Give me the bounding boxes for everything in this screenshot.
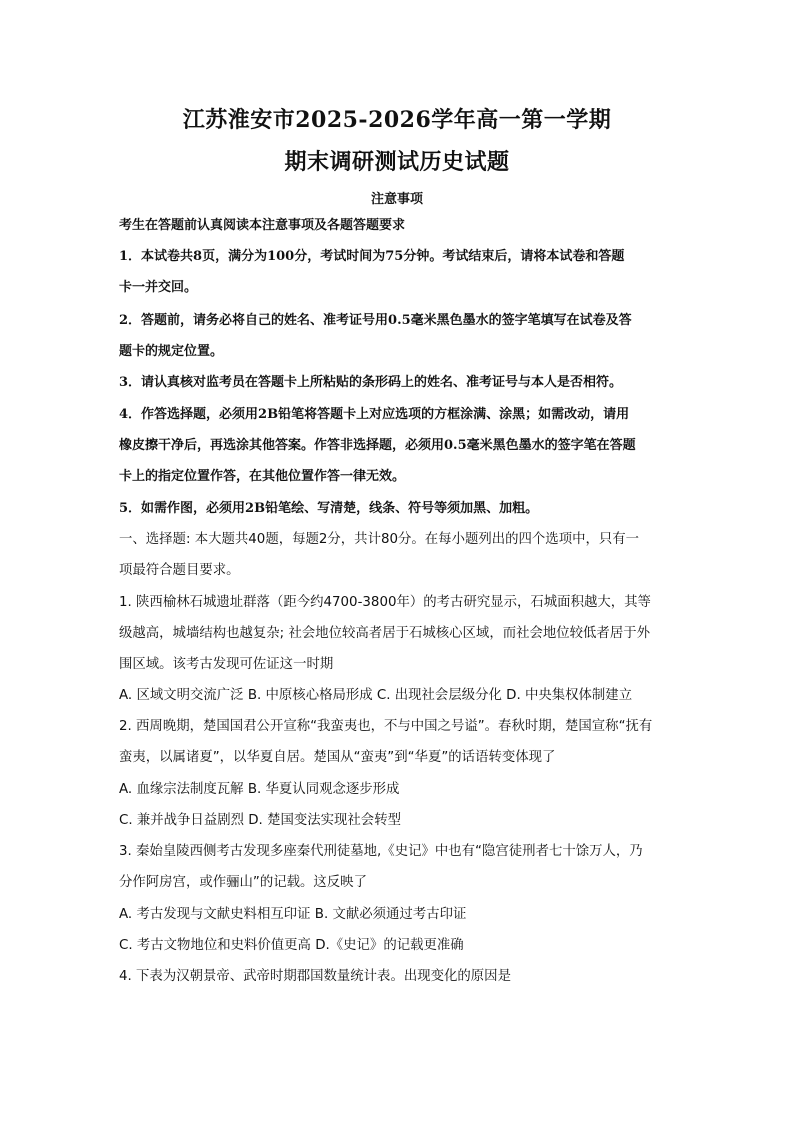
instruction-2-line2: 题卡的规定位置。 [119, 344, 224, 359]
q2-options-ab: A. 血缘宗法制度瓦解 B. 华夏认同观念逐步形成 [119, 782, 400, 797]
notice-heading: 注意事项 [370, 192, 423, 207]
instruction-1-line2: 卡一并交回。 [119, 280, 198, 295]
instructions-intro: 考生在答题前认真阅读本注意事项及各题答题要求 [119, 218, 406, 233]
q2-line1: 2. 西周晚期，楚国国君公开宣称“我蛮夷也，不与中国之号谥”。春秋时期，楚国宣称“抚有 [119, 719, 653, 734]
q4-line1: 4. 下表为汉朝景帝、武帝时期郡国数量统计表。出现变化的原因是 [119, 969, 511, 984]
q3-options-ab: A. 考古发现与文献史料相互印证 B. 文献必须通过考古印证 [119, 907, 467, 922]
instruction-1-line1: 1．本试卷共8页，满分为100分，考试时间为75分钟。考试结束后，请将本试卷和答题 [119, 249, 625, 264]
section1-line2: 项最符合题目要求。 [119, 563, 240, 578]
q1-line2: 级越高，城墙结构也越复杂; 社会地位较高者居于石城核心区域，而社会地位较低者居于外 [119, 626, 650, 641]
q1-line3: 围区域。该考古发现可佐证这一时期 [119, 657, 334, 672]
instruction-4-line1: 4．作答选择题，必须用2B铅笔将答题卡上对应选项的方框涂满、涂黑；如需改动，请用 [119, 407, 630, 422]
q1-options: A. 区域文明交流广泛 B. 中原核心格局形成 C. 出现社会层级分化 D. 中央集权体制建立 [119, 688, 633, 703]
instruction-2-line1: 2．答题前，请务必将自己的姓名、准考证号用0.5毫米黑色墨水的签字笔填写在试卷及答 [119, 313, 632, 328]
q2-line2: 蛮夷，以属诸夏”，以华夏自居。楚国从“蛮夷”到“华夏”的话语转变体现了 [119, 750, 556, 765]
section1-line1: 一、选择题: 本大题共40题，每题2分，共计80分。在每小题列出的四个选项中，只有一 [119, 532, 640, 547]
instruction-3: 3．请认真核对监考员在答题卡上所粘贴的条形码上的姓名、准考证号与本人是否相符。 [119, 375, 623, 390]
instruction-4-line3: 卡上的指定位置作答，在其他位置作答一律无效。 [119, 469, 406, 484]
exam-subtitle: 期末调研测试历史试题 [284, 149, 510, 175]
instruction-4-line2: 橡皮擦干净后，再选涂其他答案。作答非选择题，必须用0.5毫米黑色墨水的签字笔在答题 [119, 438, 636, 453]
q3-line2: 分作阿房宫，或作骊山”的记载。这反映了 [119, 875, 367, 890]
q1-line1: 1. 陕西榆林石城遗址群落（距今约4700-3800年）的考古研究显示，石城面积越大，其等 [119, 595, 651, 610]
instruction-5: 5．如需作图，必须用2B铅笔绘、写清楚，线条、符号等须加黑、加粗。 [119, 501, 539, 516]
q3-options-cd: C. 考古文物地位和史料价值更高 D.《史记》的记载更准确 [119, 938, 464, 953]
q3-line1: 3. 秦始皇陵西侧考古发现多座秦代刑徒墓地,《史记》中也有“隐宫徒刑者七十馀万人，乃 [119, 844, 643, 859]
exam-title: 江苏淮安市2025-2026学年高一第一学期 [182, 107, 612, 133]
q2-options-cd: C. 兼并战争日益剧烈 D. 楚国变法实现社会转型 [119, 813, 401, 828]
